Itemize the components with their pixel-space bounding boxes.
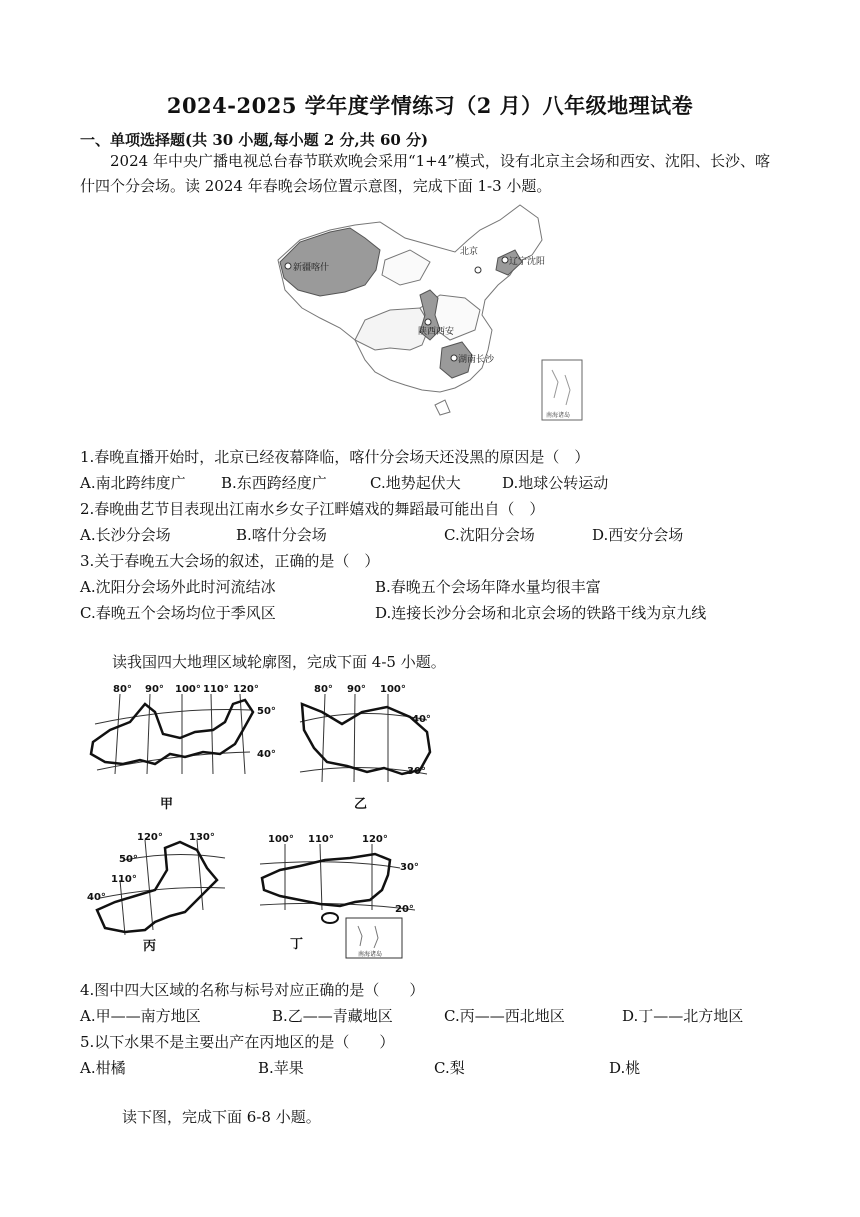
- svg-text:130°: 130°: [189, 832, 215, 843]
- q2-option-d[interactable]: D.西安分会场: [592, 526, 684, 544]
- intro-paragraph-3: 读下图，完成下面 6-8 小题。: [122, 1108, 321, 1126]
- svg-text:120°: 120°: [362, 834, 388, 845]
- svg-text:30°: 30°: [400, 862, 419, 873]
- q3-option-a[interactable]: A.沈阳分会场外此时河流结冰: [80, 578, 276, 596]
- svg-text:90°: 90°: [347, 684, 366, 695]
- region-map-bing: [85, 830, 240, 955]
- svg-text:110°: 110°: [111, 874, 137, 885]
- svg-text:80°: 80°: [314, 684, 333, 695]
- svg-text:100°: 100°: [380, 684, 406, 695]
- region-map-yi: [292, 682, 442, 812]
- q5-option-d[interactable]: D.桃: [609, 1059, 641, 1077]
- south-china-sea-inset: [542, 360, 582, 420]
- q5-option-b[interactable]: B.苹果: [258, 1059, 304, 1077]
- q1-option-d[interactable]: D.地球公转运动: [502, 474, 609, 492]
- svg-text:40°: 40°: [412, 714, 431, 725]
- q5-option-a[interactable]: A.柑橘: [80, 1059, 126, 1077]
- region-label-jia: 甲: [160, 797, 174, 812]
- svg-text:120°: 120°: [233, 684, 259, 695]
- q3-stem: 3.关于春晚五大会场的叙述，正确的是（ ）: [80, 552, 380, 570]
- svg-text:100°: 100°: [268, 834, 294, 845]
- intro-paragraph-1: 2024 年中央广播电视总台春节联欢晚会采用“1+4”模式，设有北京主会场和西安、沈阳、长沙、喀什四个分会场。读 2024 年春晚会场位置示意图，完成下面 1-3 小题。: [80, 152, 770, 195]
- map-label-shenyang: 辽宁沈阳: [509, 257, 546, 267]
- section-heading: 一、单项选择题(共 30 小题,每小题 2 分,共 60 分): [80, 131, 429, 149]
- region-label-yi: 乙: [354, 797, 368, 812]
- q1-stem: 1.春晚直播开始时，北京已经夜幕降临，喀什分会场天还没黑的原因是（ ）: [80, 448, 590, 466]
- svg-text:20°: 20°: [395, 904, 414, 915]
- svg-text:40°: 40°: [257, 749, 276, 760]
- intro-paragraph-2: 读我国四大地理区域轮廓图，完成下面 4-5 小题。: [112, 653, 446, 671]
- q5-stem: 5.以下水果不是主要出产在丙地区的是（ ）: [80, 1033, 395, 1051]
- region-map-ding: [250, 830, 435, 960]
- q4-option-d[interactable]: D.丁——北方地区: [622, 1007, 744, 1025]
- svg-text:120°: 120°: [137, 832, 163, 843]
- svg-text:南海诸岛: 南海诸岛: [546, 412, 571, 419]
- q5-option-c[interactable]: C.梨: [434, 1059, 465, 1077]
- svg-text:90°: 90°: [145, 684, 164, 695]
- south-china-sea-inset-ding: [346, 918, 402, 958]
- q3-option-c[interactable]: C.春晚五个会场均位于季风区: [80, 604, 276, 622]
- q1-option-c[interactable]: C.地势起伏大: [370, 474, 461, 492]
- q3-option-b[interactable]: B.春晚五个会场年降水量均很丰富: [375, 578, 601, 596]
- map-label-beijing: 北京: [460, 247, 479, 257]
- svg-text:80°: 80°: [113, 684, 132, 695]
- svg-text:30°: 30°: [407, 766, 426, 777]
- svg-text:110°: 110°: [308, 834, 334, 845]
- region-label-ding: 丁: [290, 937, 304, 952]
- svg-text:110°: 110°: [203, 684, 229, 695]
- region-label-bing: 丙: [143, 939, 157, 954]
- q1-option-a[interactable]: A.南北跨纬度广: [80, 474, 186, 492]
- q2-stem: 2.春晚曲艺节目表现出江南水乡女子江畔嬉戏的舞蹈最可能出自（ ）: [80, 500, 545, 518]
- map-label-xian: 陕西西安: [418, 327, 455, 337]
- svg-text:南海诸岛: 南海诸岛: [358, 951, 383, 958]
- svg-text:50°: 50°: [119, 854, 138, 865]
- q2-option-a[interactable]: A.长沙分会场: [80, 526, 171, 544]
- map-label-kashgar: 新疆喀什: [293, 263, 330, 273]
- china-map: [270, 200, 590, 425]
- q4-stem: 4.图中四大区域的名称与标号对应正确的是（ ）: [80, 981, 425, 999]
- svg-text:100°: 100°: [175, 684, 201, 695]
- map-label-changsha: 湖南长沙: [458, 355, 495, 365]
- page-title: 2024-2025 学年度学情练习（2 月）八年级地理试卷: [166, 93, 694, 118]
- svg-text:40°: 40°: [87, 892, 106, 903]
- q4-option-a[interactable]: A.甲——南方地区: [80, 1007, 201, 1025]
- q2-option-c[interactable]: C.沈阳分会场: [444, 526, 535, 544]
- q3-option-d[interactable]: D.连接长沙分会场和北京会场的铁路干线为京九线: [375, 604, 707, 622]
- svg-text:50°: 50°: [257, 706, 276, 717]
- q1-option-b[interactable]: B.东西跨经度广: [221, 474, 327, 492]
- region-map-jia: [85, 682, 285, 812]
- q2-option-b[interactable]: B.喀什分会场: [236, 526, 327, 544]
- q4-option-b[interactable]: B.乙——青藏地区: [272, 1007, 393, 1025]
- q4-option-c[interactable]: C.丙——西北地区: [444, 1007, 565, 1025]
